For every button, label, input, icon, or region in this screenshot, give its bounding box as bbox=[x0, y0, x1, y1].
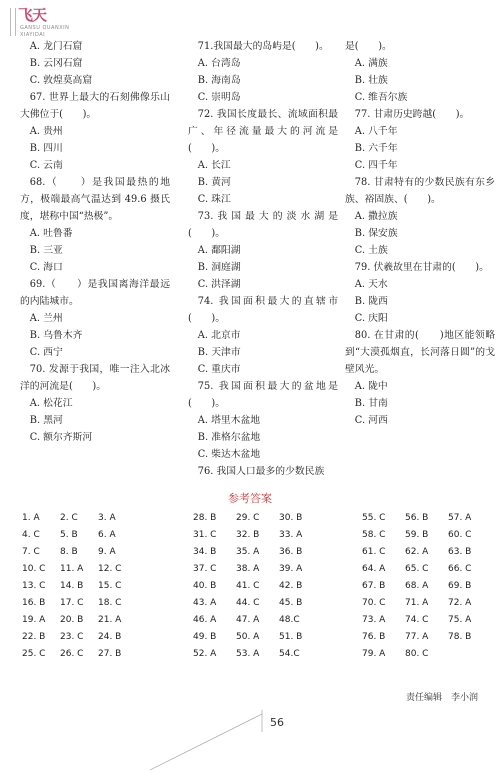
answer-cell: 78. B bbox=[448, 632, 472, 642]
answer-option: A. 撒拉族 bbox=[354, 211, 398, 222]
answer-cell: 51. B bbox=[279, 632, 303, 642]
answer-cell: 4. C bbox=[22, 530, 40, 540]
answer-row bbox=[0, 649, 500, 666]
answer-row bbox=[0, 513, 500, 530]
answer-cell: 61. C bbox=[362, 547, 386, 557]
answer-cell: 27. B bbox=[98, 649, 122, 659]
answer-cell: 15. C bbox=[98, 581, 122, 591]
answer-option: A. 塔里木盆地 bbox=[197, 415, 261, 426]
answer-row bbox=[0, 632, 500, 649]
answer-cell: 11. A bbox=[60, 564, 84, 574]
answers-title: 参考答案 bbox=[228, 492, 272, 505]
answer-option: B. 洞庭湖 bbox=[197, 262, 241, 273]
logo-en-line2: XIAYIDAI bbox=[20, 32, 46, 38]
answer-cell: 22. B bbox=[22, 632, 46, 642]
answer-option: A. 台湾岛 bbox=[197, 58, 241, 69]
answer-option: C. 珠江 bbox=[197, 194, 231, 205]
answer-option: C. 洪泽湖 bbox=[197, 279, 241, 290]
answer-option: C. 敦煌莫高窟 bbox=[29, 75, 93, 86]
answer-cell: 44. C bbox=[236, 598, 260, 608]
answer-option: C. 崇明岛 bbox=[197, 92, 241, 103]
answer-row bbox=[0, 564, 500, 581]
answer-cell: 3. A bbox=[98, 513, 116, 523]
answer-cell: 68. A bbox=[405, 581, 429, 591]
answer-cell: 53. A bbox=[236, 649, 260, 659]
answer-option: C. 云南 bbox=[29, 160, 63, 171]
answer-cell: 42. B bbox=[279, 581, 303, 591]
answer-cell: 28. B bbox=[193, 513, 217, 523]
logo-text: 飞天 bbox=[18, 6, 47, 24]
answer-option: A. 长江 bbox=[197, 160, 231, 171]
answer-cell: 75. A bbox=[448, 615, 472, 625]
answer-row bbox=[0, 547, 500, 564]
answer-option: B. 黄河 bbox=[197, 177, 231, 188]
answer-cell: 66. C bbox=[448, 564, 472, 574]
answer-cell: 70. C bbox=[362, 598, 386, 608]
answer-row bbox=[0, 598, 500, 615]
question-text: 71.我国最大的岛屿是( )。 bbox=[197, 41, 329, 52]
answer-cell: 12. C bbox=[98, 564, 122, 574]
answer-cell: 9. A bbox=[98, 547, 116, 557]
answer-option: A. 鄱阳湖 bbox=[197, 245, 241, 256]
answer-cell: 20. B bbox=[60, 615, 84, 625]
answer-cell: 6. A bbox=[98, 530, 116, 540]
answer-cell: 5. B bbox=[60, 530, 78, 540]
answer-cell: 40. B bbox=[193, 581, 217, 591]
answer-cell: 49. B bbox=[193, 632, 217, 642]
answer-option: B. 黑河 bbox=[29, 415, 63, 426]
question-text: 67. 世界上最大的石刻佛像乐山大佛位于( )。 bbox=[20, 92, 170, 120]
answer-cell: 63. B bbox=[448, 547, 472, 557]
question-text: 75. 我国面积最大的盆地是( )。 bbox=[188, 381, 338, 409]
answer-cell: 7. C bbox=[22, 547, 40, 557]
question-column-3 bbox=[345, 38, 495, 429]
question-text: 80. 在甘肃的( )地区能领略到“大漠孤烟直，长河落日圆”的戈壁风光。 bbox=[345, 330, 495, 375]
answer-cell: 39. A bbox=[279, 564, 303, 574]
question-text: 69.（ ）是我国离海洋最远的内陆城市。 bbox=[20, 279, 170, 307]
answer-cell: 47. A bbox=[236, 615, 260, 625]
answer-cell: 79. A bbox=[362, 649, 386, 659]
answer-option: C. 重庆市 bbox=[197, 364, 241, 375]
answer-option: C. 维吾尔族 bbox=[354, 92, 408, 103]
answer-option: B. 陇西 bbox=[354, 296, 388, 307]
logo-bar-icon bbox=[10, 8, 16, 36]
answer-option: B. 六千年 bbox=[354, 143, 398, 154]
answer-cell: 36. B bbox=[279, 547, 303, 557]
footer-decoration bbox=[0, 700, 500, 773]
answer-option: C. 河西 bbox=[354, 415, 388, 426]
answer-option: A. 贵州 bbox=[29, 126, 63, 137]
answer-option: A. 吐鲁番 bbox=[29, 228, 73, 239]
answer-cell: 30. B bbox=[279, 513, 303, 523]
answer-option: B. 天津市 bbox=[197, 347, 241, 358]
answer-cell: 2. C bbox=[60, 513, 78, 523]
answer-option: A. 松花江 bbox=[29, 398, 73, 409]
answer-cell: 76. B bbox=[362, 632, 386, 642]
answer-cell: 33. A bbox=[279, 530, 303, 540]
answer-cell: 46. A bbox=[193, 615, 217, 625]
answer-option: B. 云冈石窟 bbox=[29, 58, 83, 69]
answer-cell: 34. B bbox=[193, 547, 217, 557]
answer-cell: 38. A bbox=[236, 564, 260, 574]
answer-cell: 21. A bbox=[98, 615, 122, 625]
answer-cell: 23. C bbox=[60, 632, 84, 642]
answer-cell: 29. C bbox=[236, 513, 260, 523]
answer-cell: 48.C bbox=[279, 615, 300, 625]
answer-option: A. 陇中 bbox=[354, 381, 388, 392]
answer-cell: 14. B bbox=[60, 581, 84, 591]
answer-option: A. 天水 bbox=[354, 279, 388, 290]
question-text: 78. 甘肃特有的少数民族有东乡族、裕固族、( )。 bbox=[345, 177, 495, 205]
answer-option: B. 海南岛 bbox=[197, 75, 241, 86]
answer-cell: 57. A bbox=[448, 513, 472, 523]
answer-cell: 1. A bbox=[22, 513, 40, 523]
answer-cell: 16. B bbox=[22, 598, 46, 608]
answer-option: A. 龙门石窟 bbox=[29, 41, 83, 52]
answer-cell: 25. C bbox=[22, 649, 46, 659]
question-text: 70. 发源于我国，唯一注入北冰洋的河流是( )。 bbox=[20, 364, 170, 392]
logo-en-line1: GANSU QUANXIN bbox=[20, 25, 70, 31]
answer-row bbox=[0, 530, 500, 547]
answer-option: C. 海口 bbox=[29, 262, 63, 273]
question-column-2 bbox=[188, 38, 338, 480]
answer-cell: 31. C bbox=[193, 530, 217, 540]
answer-cell: 8. B bbox=[60, 547, 78, 557]
answer-cell: 37. C bbox=[193, 564, 217, 574]
answer-cell: 41. C bbox=[236, 581, 260, 591]
answer-option: B. 壮族 bbox=[354, 75, 388, 86]
answer-option: C. 额尔齐斯河 bbox=[29, 432, 93, 443]
answer-option: C. 西宁 bbox=[29, 347, 63, 358]
question-text: 73.我国最大的淡水湖是( )。 bbox=[188, 211, 338, 239]
editor-credit: 责任编辑 李小润 bbox=[405, 693, 478, 703]
answer-cell: 19. A bbox=[22, 615, 46, 625]
answer-cell: 60. C bbox=[448, 530, 472, 540]
answer-cell: 35. A bbox=[236, 547, 260, 557]
answer-cell: 67. B bbox=[362, 581, 386, 591]
question-text: 74. 我国面积最大的直辖市( )。 bbox=[188, 296, 338, 324]
answer-option: A. 兰州 bbox=[29, 313, 63, 324]
question-text: 72. 我国长度最长、流域面积最广、年径流量最大的河流是( )。 bbox=[188, 109, 338, 154]
question-text: 79. 伏羲故里在甘肃的( )。 bbox=[354, 262, 489, 273]
answer-option: C. 四千年 bbox=[354, 160, 398, 171]
answer-option: B. 保安族 bbox=[354, 228, 398, 239]
answer-cell: 18. C bbox=[98, 598, 122, 608]
answer-cell: 13. C bbox=[22, 581, 46, 591]
answer-option: A. 满族 bbox=[354, 58, 388, 69]
answer-option: B. 准格尔盆地 bbox=[197, 432, 261, 443]
answer-cell: 59. B bbox=[405, 530, 429, 540]
answer-cell: 69. B bbox=[448, 581, 472, 591]
answer-row bbox=[0, 581, 500, 598]
answer-cell: 24. B bbox=[98, 632, 122, 642]
answer-cell: 62. A bbox=[405, 547, 429, 557]
answer-option: C. 土族 bbox=[354, 245, 388, 256]
answer-cell: 43. A bbox=[193, 598, 217, 608]
answer-cell: 65. C bbox=[405, 564, 429, 574]
answer-cell: 74. C bbox=[405, 615, 429, 625]
answer-cell: 52. A bbox=[193, 649, 217, 659]
answer-cell: 54.C bbox=[279, 649, 300, 659]
answer-option: C. 庆阳 bbox=[354, 313, 388, 324]
answer-option: B. 四川 bbox=[29, 143, 63, 154]
answer-option: A. 八千年 bbox=[354, 126, 398, 137]
answer-cell: 73. A bbox=[362, 615, 386, 625]
answer-option: B. 甘南 bbox=[354, 398, 388, 409]
answer-option: C. 柴达木盆地 bbox=[197, 449, 261, 460]
answer-cell: 56. B bbox=[405, 513, 429, 523]
question-column-1 bbox=[20, 38, 170, 446]
answer-cell: 71. A bbox=[405, 598, 429, 608]
answer-cell: 10. C bbox=[22, 564, 46, 574]
answer-cell: 45. B bbox=[279, 598, 303, 608]
answer-cell: 17. C bbox=[60, 598, 84, 608]
answer-row bbox=[0, 615, 500, 632]
answer-cell: 64. A bbox=[362, 564, 386, 574]
answer-cell: 80. C bbox=[405, 649, 429, 659]
answer-key-grid bbox=[0, 513, 500, 666]
question-text: 76. 我国人口最多的少数民族 bbox=[197, 466, 325, 477]
question-continuation: 是( )。 bbox=[345, 41, 392, 52]
answer-option: A. 北京市 bbox=[197, 330, 241, 341]
answer-cell: 50. A bbox=[236, 632, 260, 642]
answer-cell: 26. C bbox=[60, 649, 84, 659]
page-number: 56 bbox=[270, 716, 284, 729]
question-text: 77. 甘肃历史跨越( )。 bbox=[354, 109, 470, 120]
answer-cell: 55. C bbox=[362, 513, 386, 523]
answer-cell: 77. A bbox=[405, 632, 429, 642]
answer-option: B. 三亚 bbox=[29, 245, 63, 256]
question-text: 68.（ ）是我国最热的地方，极端最高气温达到 49.6 摄氏度，堪称中国“热极”。 bbox=[20, 177, 170, 222]
answer-cell: 58. C bbox=[362, 530, 386, 540]
answer-cell: 72. A bbox=[448, 598, 472, 608]
answer-cell: 32. B bbox=[236, 530, 260, 540]
answer-option: B. 乌鲁木齐 bbox=[29, 330, 83, 341]
